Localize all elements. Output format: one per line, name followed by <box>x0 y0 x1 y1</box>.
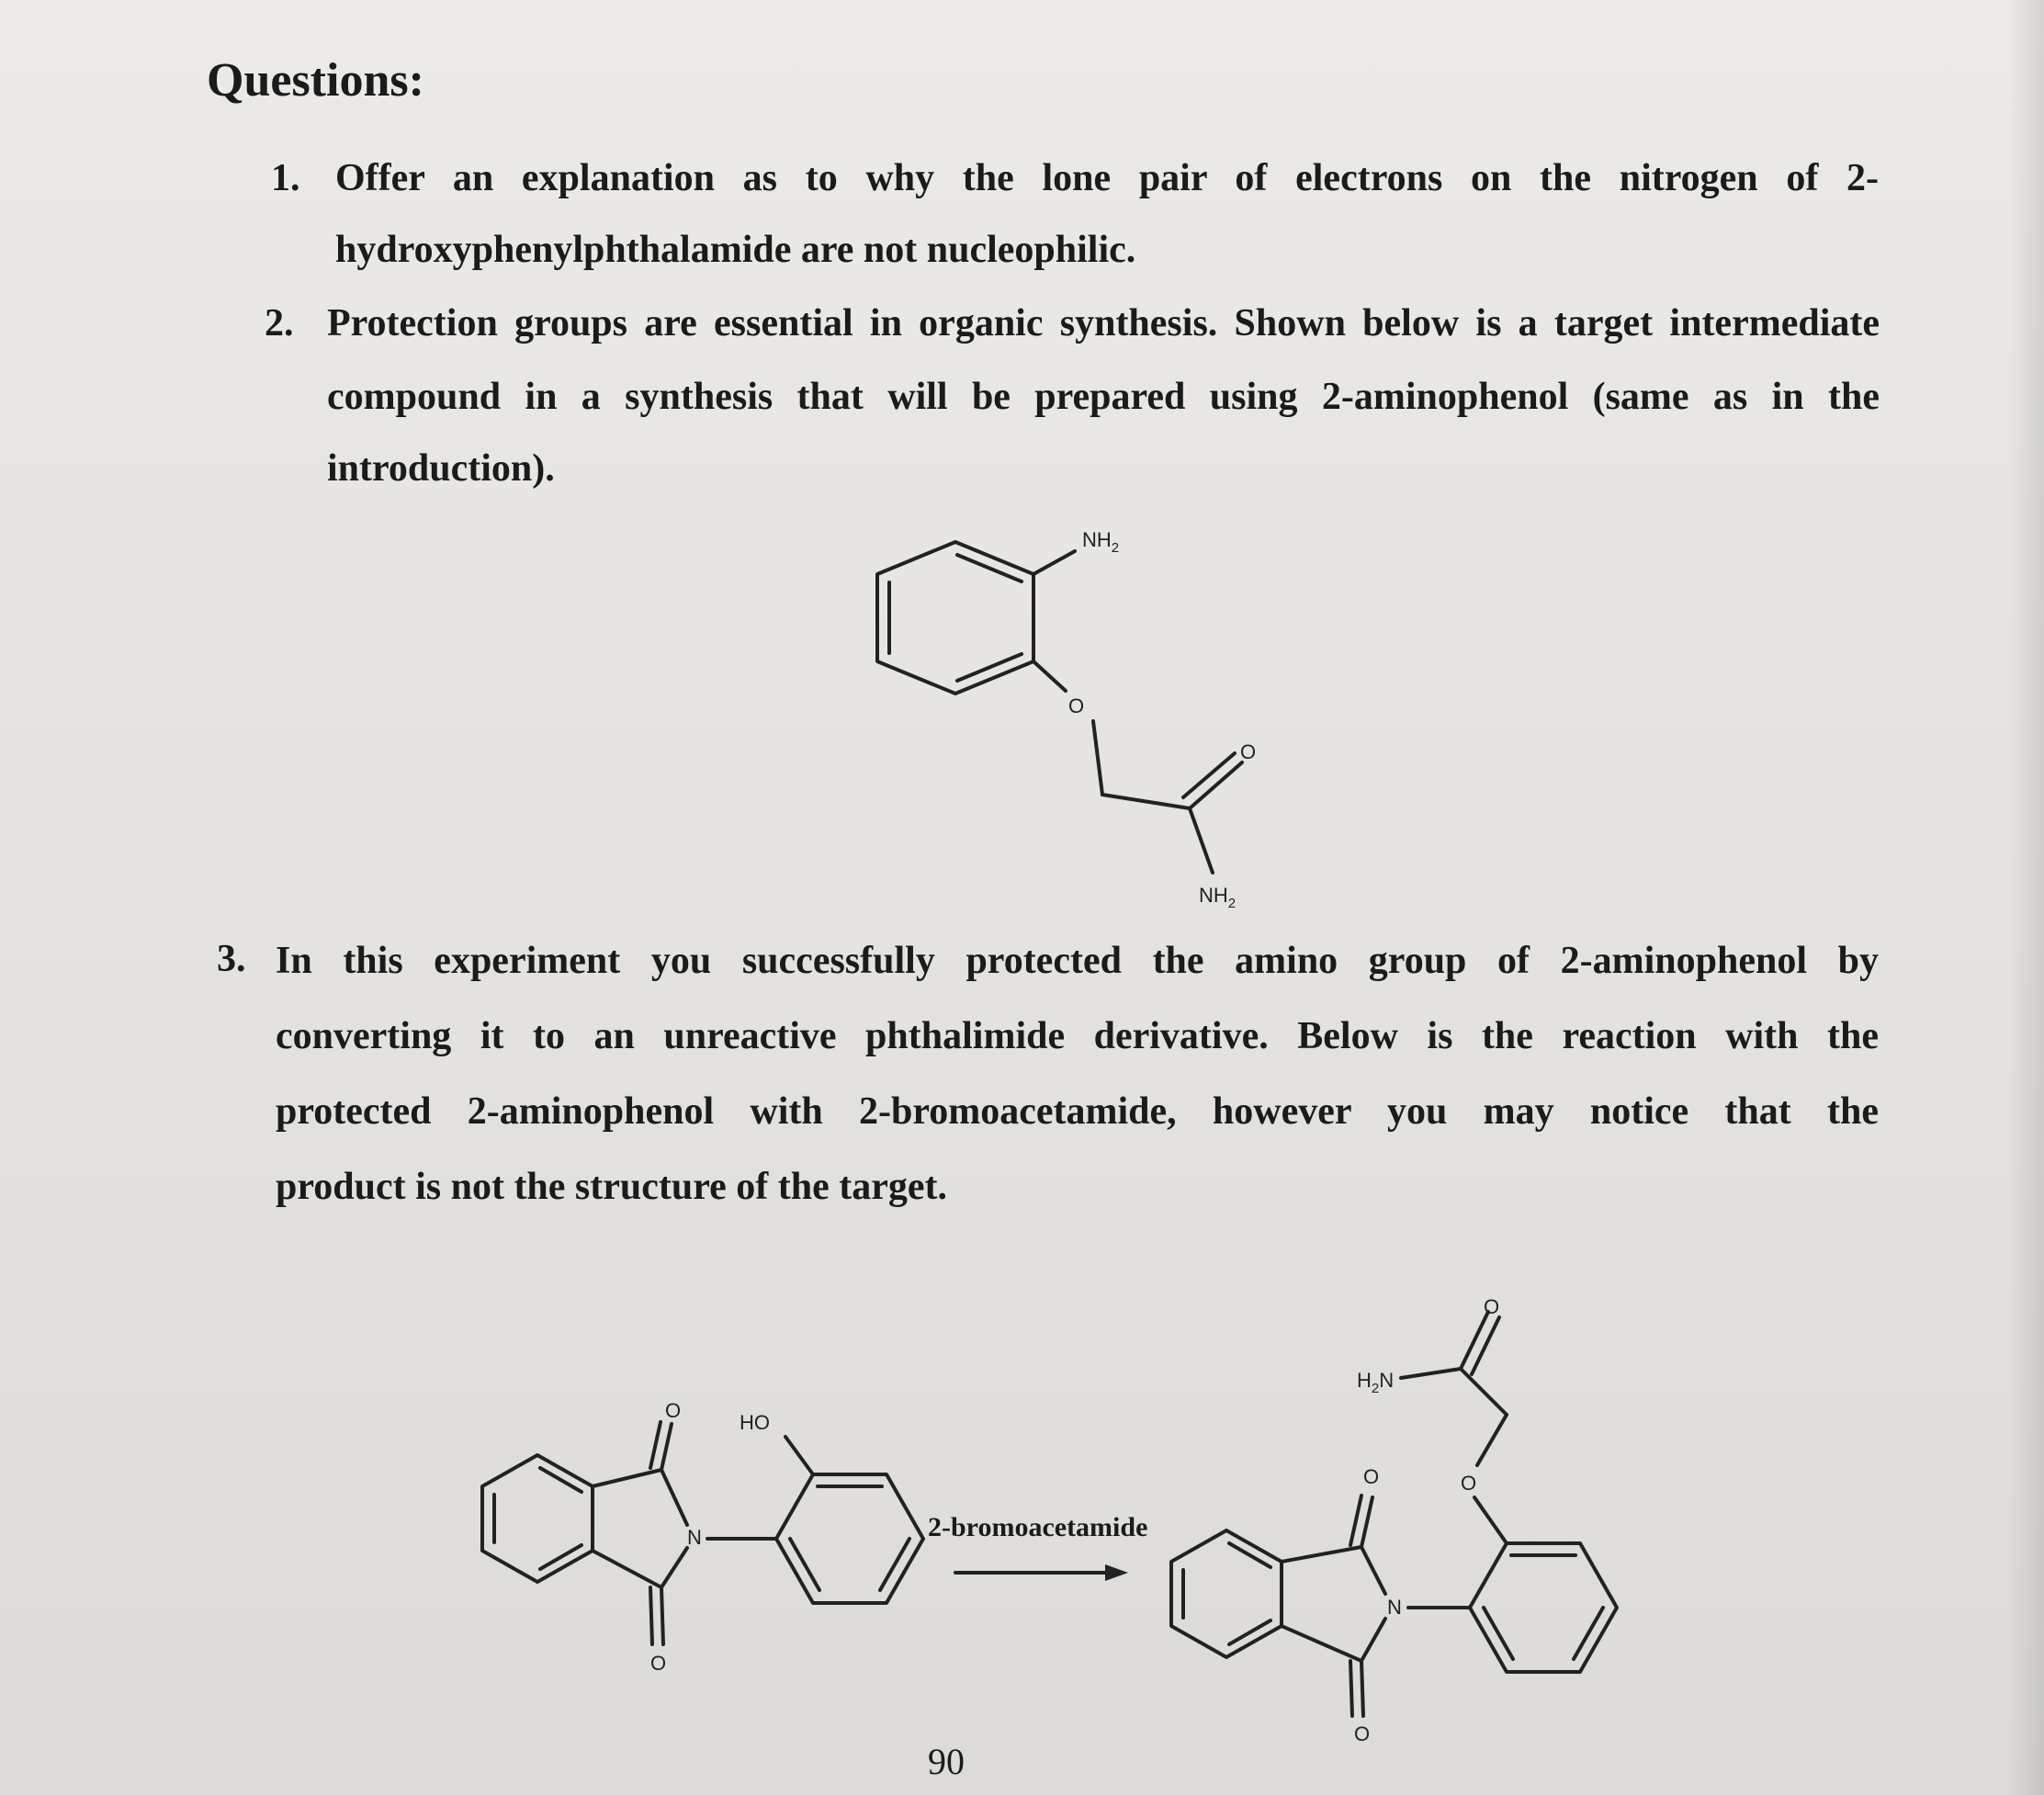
page-heading: Questions: <box>207 54 424 107</box>
question-2-line-2: compound in a synthesis that will be prepared using 2-aminophenol (same as in the <box>327 376 1880 418</box>
reactant-nitrogen: N <box>687 1526 702 1549</box>
question-1-number: 1. <box>271 157 300 199</box>
target-ch2-carbonyl-bond <box>1102 795 1190 808</box>
question-3-line-1: In this experiment you successfully protected the amino group of 2-aminophenol by <box>276 940 1879 982</box>
reactant-phthalimide-benzene <box>482 1455 593 1582</box>
product-phenyl-ring <box>1470 1543 1617 1672</box>
product-phthalimide-benzene <box>1171 1530 1282 1657</box>
product-ether-oxygen: O <box>1461 1472 1477 1495</box>
product-ring-double-bond <box>1574 1608 1603 1659</box>
product-ring-double-bond <box>1229 1620 1270 1644</box>
product-amide-bond <box>1401 1369 1461 1378</box>
target-ether-oxygen: O <box>1068 694 1085 717</box>
product-carbonyl-double-bond <box>1361 1661 1363 1716</box>
product-imide-bond <box>1361 1619 1385 1661</box>
product-ether-bond <box>1474 1497 1507 1543</box>
question-1-line-1: Offer an explanation as to why the lone pair of electrons on the nitrogen of 2- <box>335 157 1879 199</box>
product-imide-oxygen-top: O <box>1363 1465 1380 1488</box>
target-ring-double-bond <box>957 555 1022 581</box>
target-amide-label: $NH_2$ <box>1199 884 1237 911</box>
reactant-ring-double-bond <box>880 1539 909 1590</box>
target-ring-double-bond <box>957 654 1022 681</box>
product-ring-double-bond <box>1484 1608 1513 1659</box>
reactant-ring-double-bond <box>790 1539 819 1590</box>
reactant-hydroxyl-bond <box>785 1437 813 1474</box>
product-carbonyl-double-bond <box>1350 1496 1361 1545</box>
reactant-ring-double-bond <box>540 1545 582 1569</box>
reactant-oxygen-top: O <box>665 1399 682 1422</box>
product-ring-double-bond <box>1229 1543 1270 1567</box>
question-3-line-4: product is not the structure of the target. <box>276 1166 948 1208</box>
reactant-imide-bond <box>661 1470 687 1525</box>
target-compound-structure <box>877 528 1256 911</box>
product-ch2-carbonyl-bond <box>1461 1369 1507 1415</box>
reactant-carbonyl-double-bond <box>650 1587 652 1644</box>
question-2-line-3: introduction). <box>327 447 555 490</box>
question-3-line-3: protected 2-aminophenol with 2-bromoacetamide, however you may notice that the <box>276 1090 1879 1133</box>
product-carbonyl-double-bond <box>1461 1312 1488 1369</box>
reactant-hydroxyl-label: HO <box>740 1411 770 1434</box>
target-carbonyl-oxygen: O <box>1240 740 1257 763</box>
product-imide-oxygen-bottom: O <box>1354 1722 1371 1745</box>
question-3-number: 3. <box>217 938 246 980</box>
question-2-number: 2. <box>265 302 294 344</box>
product-structure <box>1171 1295 1617 1745</box>
target-benzene-ring <box>877 542 1033 694</box>
product-carbonyl-oxygen: O <box>1484 1295 1500 1318</box>
question-1-line-2: hydroxyphenylphthalamide are not nucleophilic. <box>335 229 1136 271</box>
reactant-imide-bond <box>593 1551 661 1587</box>
product-carbonyl-double-bond <box>1350 1661 1352 1716</box>
page-number: 90 <box>928 1741 965 1782</box>
reactant-phenol-ring <box>776 1474 923 1603</box>
reactant-ring-double-bond <box>540 1468 582 1492</box>
reaction-reagent-label: 2-bromoacetamide <box>928 1512 1148 1542</box>
reaction-arrow <box>955 1564 1128 1581</box>
product-carbonyl-double-bond <box>1472 1317 1499 1374</box>
product-nitrogen: N <box>1387 1596 1402 1619</box>
target-ether-bond <box>1033 661 1066 691</box>
reaction-arrowhead <box>1105 1564 1128 1581</box>
product-ch2-bond <box>1477 1415 1507 1465</box>
product-carbonyl-double-bond <box>1361 1497 1372 1547</box>
target-amine-label: $NH_2$ <box>1082 528 1120 556</box>
reactant-carbonyl-double-bond <box>650 1422 661 1468</box>
reactant-structure <box>482 1399 923 1675</box>
reactant-imide-bond <box>661 1548 687 1587</box>
product-imide-bond <box>1361 1547 1385 1594</box>
question-3-line-2: converting it to an unreactive phthalimide derivative. Below is the reaction with the <box>276 1015 1879 1057</box>
question-2-line-1: Protection groups are essential in organic synthesis. Shown below is a target intermediate <box>327 302 1880 344</box>
product-imide-bond <box>1282 1626 1361 1661</box>
reactant-oxygen-bottom: O <box>650 1652 667 1675</box>
reactant-imide-bond <box>593 1470 661 1486</box>
reactant-carbonyl-double-bond <box>661 1424 672 1470</box>
target-amide-bond <box>1190 808 1213 873</box>
product-imide-bond <box>1282 1547 1361 1562</box>
target-ch2-bond <box>1093 721 1102 795</box>
target-amine-bond <box>1033 551 1075 574</box>
product-amide-label: $H_2N$ <box>1357 1369 1395 1396</box>
reactant-carbonyl-double-bond <box>661 1587 663 1644</box>
